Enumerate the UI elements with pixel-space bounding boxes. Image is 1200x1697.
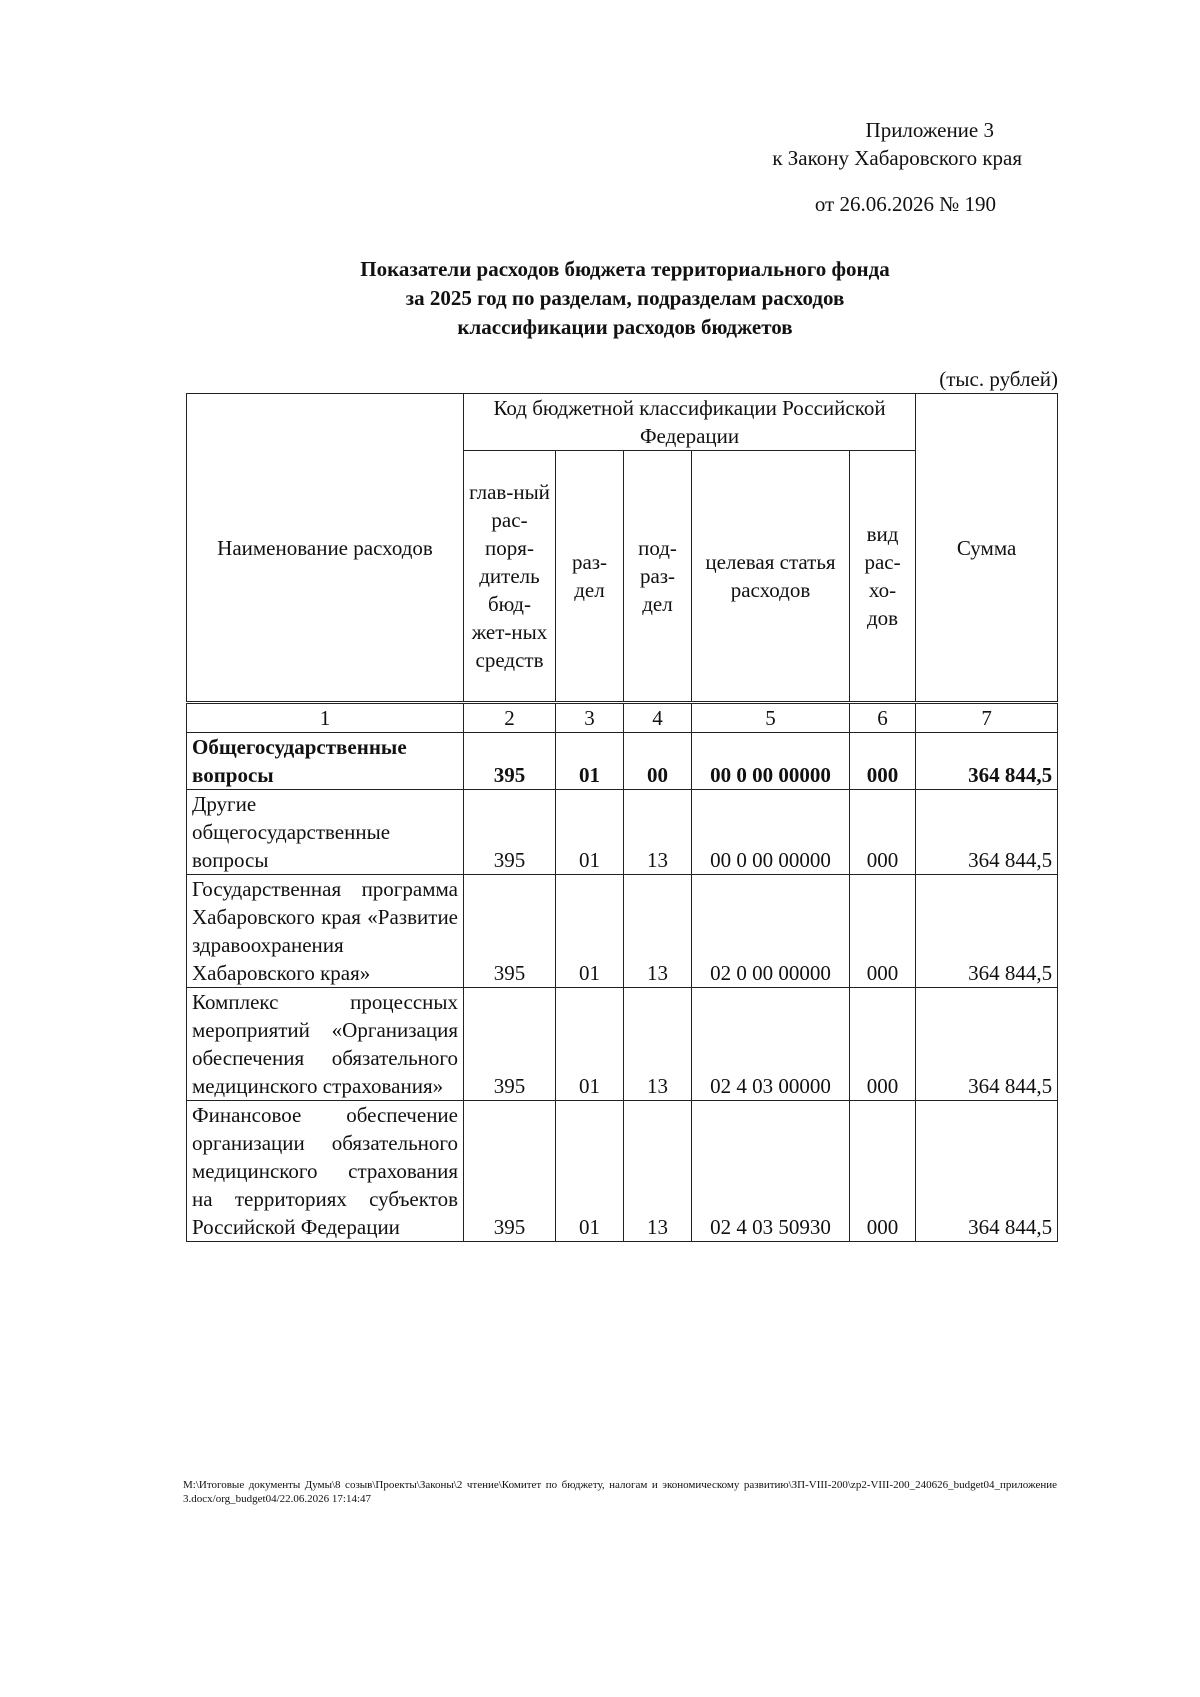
row-vr: 000 [850,988,916,1101]
row-sum: 364 844,5 [916,988,1058,1101]
appendix-block [772,116,1022,218]
header-csr: целевая статья расходов [692,451,850,703]
row-gr: 395 [464,988,556,1101]
row-sum: 364 844,5 [916,790,1058,875]
header-podrazdel: под-раз-дел [624,451,692,703]
table-header-row [187,394,1058,451]
row-name: Комплекс процессных мероприятий «Организация обеспечения обязательного медицинского страхования» [187,988,464,1101]
row-podrazdel: 13 [624,790,692,875]
row-name: Государственная программа Хабаровского края «Развитие здравоохранения Хабаровского края» [187,875,464,988]
row-gr: 395 [464,733,556,790]
row-name: Финансовое обеспечение организации обязательного медицинского страхования на территориях субъектов Российской Федерации [187,1101,464,1242]
column-number: 6 [850,703,916,733]
file-path-footer: M:\Итоговые документы Думы\8 созыв\Проекты\Законы\2 чтение\Комитет по бюджету, налогам и экономическому развитию\ЗП-VIII-200\zp2-VIII-200_240626_budget04_приложение 3.docx/org_budget04/22.06.2026 17:14:47 [183,1479,1057,1505]
document-title [160,255,1090,342]
row-podrazdel: 00 [624,733,692,790]
row-sum: 364 844,5 [916,733,1058,790]
column-number-row [187,703,1058,733]
row-gr: 395 [464,790,556,875]
title-line: Показатели расходов бюджета территориального фонда [360,257,890,281]
units-label: (тыс. рублей) [939,367,1058,391]
appendix-law-reference: к Закону Хабаровского края [772,146,1022,170]
row-csr: 02 4 03 50930 [692,1101,850,1242]
column-number: 5 [692,703,850,733]
row-name: Другие общегосударственные вопросы [187,790,464,875]
header-name: Наименование расходов [187,394,464,703]
row-razdel: 01 [556,733,624,790]
table-row [187,1101,1058,1242]
column-number: 1 [187,703,464,733]
row-vr: 000 [850,1101,916,1242]
row-razdel: 01 [556,1101,624,1242]
row-csr: 02 4 03 00000 [692,988,850,1101]
row-vr: 000 [850,733,916,790]
row-sum: 364 844,5 [916,875,1058,988]
header-sum: Сумма [916,394,1058,703]
row-gr: 395 [464,875,556,988]
header-vr: вид рас-хо-дов [850,451,916,703]
row-razdel: 01 [556,790,624,875]
title-line: за 2025 год по разделам, подразделам расходов [405,286,845,310]
column-number: 7 [916,703,1058,733]
table-row [187,790,1058,875]
column-number: 2 [464,703,556,733]
table-row [187,988,1058,1101]
header-code-group: Код бюджетной классификации Российской Федерации [464,394,916,451]
row-csr: 00 0 00 00000 [692,733,850,790]
row-sum: 364 844,5 [916,1101,1058,1242]
column-number: 3 [556,703,624,733]
row-vr: 000 [850,875,916,988]
header-gr: глав-ный рас-поря-дитель бюд-жет-ных средств [464,451,556,703]
title-line: классификации расходов бюджетов [457,315,793,339]
appendix-date-number: от 26.06.2026 № 190 [814,192,996,216]
budget-table [186,393,1058,1242]
row-csr: 02 0 00 00000 [692,875,850,988]
row-razdel: 01 [556,988,624,1101]
row-gr: 395 [464,1101,556,1242]
header-razdel: раз-дел [556,451,624,703]
appendix-number: Приложение 3 [865,118,994,142]
table-row [187,875,1058,988]
table-row [187,733,1058,790]
row-vr: 000 [850,790,916,875]
row-csr: 00 0 00 00000 [692,790,850,875]
column-number: 4 [624,703,692,733]
row-name: Общегосударственные вопросы [187,733,464,790]
row-podrazdel: 13 [624,988,692,1101]
row-podrazdel: 13 [624,1101,692,1242]
row-podrazdel: 13 [624,875,692,988]
row-razdel: 01 [556,875,624,988]
